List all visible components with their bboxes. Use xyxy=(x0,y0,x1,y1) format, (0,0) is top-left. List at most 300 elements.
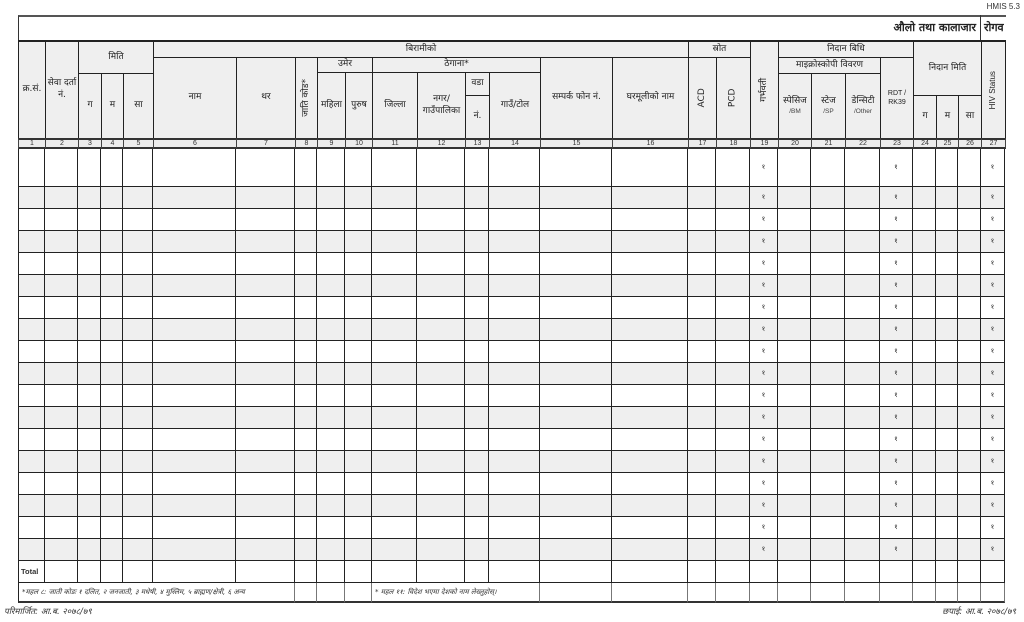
table-cell[interactable] xyxy=(845,451,880,473)
table-cell[interactable] xyxy=(778,407,811,429)
total-cell[interactable] xyxy=(778,561,811,583)
total-cell[interactable] xyxy=(236,561,295,583)
table-cell[interactable] xyxy=(489,209,540,231)
table-cell[interactable] xyxy=(45,275,78,297)
table-cell[interactable] xyxy=(958,341,981,363)
table-cell[interactable] xyxy=(101,385,123,407)
table-cell[interactable] xyxy=(612,451,688,473)
table-cell[interactable] xyxy=(913,363,936,385)
table-cell[interactable] xyxy=(489,275,540,297)
table-cell[interactable] xyxy=(417,209,465,231)
table-cell[interactable] xyxy=(317,385,345,407)
total-cell[interactable] xyxy=(489,561,540,583)
table-cell[interactable] xyxy=(716,297,750,319)
table-cell[interactable] xyxy=(540,385,612,407)
table-cell[interactable]: १ xyxy=(981,149,1005,187)
table-cell[interactable] xyxy=(612,209,688,231)
table-cell[interactable]: १ xyxy=(880,253,913,275)
table-cell[interactable] xyxy=(78,451,101,473)
table-cell[interactable]: १ xyxy=(750,319,778,341)
table-cell[interactable] xyxy=(465,275,489,297)
table-cell[interactable] xyxy=(18,149,45,187)
table-cell[interactable] xyxy=(18,385,45,407)
table-cell[interactable] xyxy=(153,275,236,297)
table-cell[interactable] xyxy=(845,231,880,253)
table-cell[interactable]: १ xyxy=(981,517,1005,539)
table-cell[interactable] xyxy=(958,539,981,561)
total-cell[interactable] xyxy=(417,561,465,583)
table-cell[interactable] xyxy=(153,319,236,341)
table-cell[interactable] xyxy=(417,385,465,407)
table-cell[interactable] xyxy=(913,319,936,341)
table-cell[interactable] xyxy=(345,231,372,253)
table-cell[interactable] xyxy=(295,495,317,517)
table-cell[interactable] xyxy=(372,149,417,187)
table-cell[interactable] xyxy=(913,341,936,363)
table-cell[interactable] xyxy=(372,495,417,517)
table-cell[interactable] xyxy=(936,253,958,275)
table-cell[interactable] xyxy=(295,363,317,385)
table-cell[interactable] xyxy=(417,495,465,517)
table-cell[interactable] xyxy=(78,341,101,363)
table-cell[interactable] xyxy=(372,231,417,253)
table-cell[interactable] xyxy=(236,319,295,341)
table-cell[interactable] xyxy=(18,319,45,341)
table-cell[interactable]: १ xyxy=(880,231,913,253)
table-cell[interactable] xyxy=(153,187,236,209)
table-cell[interactable] xyxy=(345,473,372,495)
table-cell[interactable] xyxy=(778,275,811,297)
table-cell[interactable]: १ xyxy=(750,253,778,275)
table-cell[interactable] xyxy=(123,517,153,539)
table-cell[interactable] xyxy=(489,363,540,385)
table-cell[interactable] xyxy=(345,363,372,385)
table-cell[interactable] xyxy=(317,253,345,275)
total-cell[interactable] xyxy=(540,561,612,583)
table-cell[interactable] xyxy=(811,451,845,473)
table-cell[interactable]: १ xyxy=(981,539,1005,561)
table-cell[interactable] xyxy=(958,451,981,473)
table-cell[interactable] xyxy=(236,451,295,473)
table-cell[interactable] xyxy=(123,341,153,363)
table-cell[interactable] xyxy=(845,187,880,209)
table-cell[interactable] xyxy=(295,275,317,297)
table-cell[interactable] xyxy=(778,429,811,451)
table-cell[interactable] xyxy=(936,275,958,297)
table-cell[interactable] xyxy=(372,451,417,473)
table-cell[interactable] xyxy=(936,149,958,187)
table-cell[interactable] xyxy=(958,253,981,275)
table-cell[interactable] xyxy=(465,253,489,275)
table-cell[interactable] xyxy=(778,209,811,231)
table-cell[interactable] xyxy=(317,539,345,561)
table-cell[interactable] xyxy=(688,297,716,319)
table-cell[interactable] xyxy=(688,429,716,451)
total-cell[interactable] xyxy=(372,561,417,583)
table-cell[interactable] xyxy=(612,149,688,187)
total-cell[interactable] xyxy=(716,561,750,583)
table-cell[interactable] xyxy=(417,451,465,473)
total-cell[interactable] xyxy=(45,561,78,583)
table-cell[interactable] xyxy=(417,275,465,297)
table-cell[interactable] xyxy=(345,275,372,297)
table-cell[interactable] xyxy=(716,495,750,517)
table-cell[interactable] xyxy=(236,231,295,253)
table-cell[interactable] xyxy=(845,539,880,561)
table-cell[interactable]: १ xyxy=(750,231,778,253)
table-cell[interactable]: १ xyxy=(981,253,1005,275)
table-cell[interactable] xyxy=(612,407,688,429)
table-cell[interactable] xyxy=(811,517,845,539)
table-cell[interactable] xyxy=(688,275,716,297)
table-cell[interactable] xyxy=(45,231,78,253)
table-cell[interactable] xyxy=(45,429,78,451)
table-cell[interactable]: १ xyxy=(880,363,913,385)
table-cell[interactable] xyxy=(417,517,465,539)
table-cell[interactable] xyxy=(417,407,465,429)
table-cell[interactable] xyxy=(45,363,78,385)
table-cell[interactable] xyxy=(489,473,540,495)
table-cell[interactable] xyxy=(811,495,845,517)
table-cell[interactable] xyxy=(913,149,936,187)
table-cell[interactable] xyxy=(101,231,123,253)
table-cell[interactable] xyxy=(688,209,716,231)
table-cell[interactable] xyxy=(778,341,811,363)
table-cell[interactable]: १ xyxy=(880,473,913,495)
table-cell[interactable] xyxy=(45,187,78,209)
table-cell[interactable] xyxy=(540,407,612,429)
table-cell[interactable] xyxy=(345,539,372,561)
table-cell[interactable]: १ xyxy=(981,187,1005,209)
table-cell[interactable] xyxy=(958,385,981,407)
table-cell[interactable] xyxy=(317,319,345,341)
table-cell[interactable] xyxy=(778,473,811,495)
table-cell[interactable]: १ xyxy=(750,407,778,429)
table-cell[interactable]: १ xyxy=(880,187,913,209)
table-cell[interactable] xyxy=(465,187,489,209)
table-cell[interactable] xyxy=(153,149,236,187)
total-cell[interactable] xyxy=(845,561,880,583)
table-cell[interactable] xyxy=(101,517,123,539)
table-cell[interactable] xyxy=(778,517,811,539)
table-cell[interactable] xyxy=(811,297,845,319)
table-cell[interactable] xyxy=(913,473,936,495)
total-cell[interactable] xyxy=(936,561,958,583)
table-cell[interactable] xyxy=(18,209,45,231)
table-cell[interactable] xyxy=(101,539,123,561)
table-cell[interactable]: १ xyxy=(880,495,913,517)
table-cell[interactable]: १ xyxy=(981,319,1005,341)
table-cell[interactable] xyxy=(811,407,845,429)
table-cell[interactable] xyxy=(123,209,153,231)
table-cell[interactable] xyxy=(811,187,845,209)
table-cell[interactable]: १ xyxy=(880,407,913,429)
table-cell[interactable] xyxy=(465,517,489,539)
table-cell[interactable] xyxy=(936,187,958,209)
table-cell[interactable] xyxy=(345,517,372,539)
table-cell[interactable]: १ xyxy=(981,473,1005,495)
table-cell[interactable] xyxy=(958,495,981,517)
table-cell[interactable] xyxy=(688,451,716,473)
table-cell[interactable] xyxy=(295,253,317,275)
table-cell[interactable] xyxy=(958,517,981,539)
table-cell[interactable] xyxy=(153,429,236,451)
table-cell[interactable] xyxy=(489,319,540,341)
table-cell[interactable] xyxy=(913,209,936,231)
table-cell[interactable] xyxy=(78,407,101,429)
table-cell[interactable] xyxy=(936,517,958,539)
table-cell[interactable] xyxy=(45,539,78,561)
table-cell[interactable] xyxy=(811,209,845,231)
table-cell[interactable] xyxy=(101,209,123,231)
table-cell[interactable] xyxy=(78,517,101,539)
table-cell[interactable] xyxy=(45,209,78,231)
table-cell[interactable] xyxy=(345,319,372,341)
table-cell[interactable] xyxy=(936,451,958,473)
table-cell[interactable] xyxy=(295,209,317,231)
total-cell[interactable] xyxy=(612,561,688,583)
table-cell[interactable] xyxy=(778,231,811,253)
table-cell[interactable] xyxy=(688,385,716,407)
table-cell[interactable] xyxy=(101,451,123,473)
table-cell[interactable]: १ xyxy=(750,209,778,231)
table-cell[interactable] xyxy=(295,297,317,319)
total-cell[interactable] xyxy=(913,561,936,583)
table-cell[interactable] xyxy=(778,385,811,407)
table-cell[interactable] xyxy=(123,385,153,407)
table-cell[interactable] xyxy=(295,341,317,363)
table-cell[interactable] xyxy=(372,209,417,231)
table-cell[interactable] xyxy=(236,341,295,363)
table-cell[interactable] xyxy=(540,231,612,253)
table-cell[interactable] xyxy=(936,341,958,363)
table-cell[interactable] xyxy=(688,539,716,561)
table-cell[interactable] xyxy=(417,297,465,319)
table-cell[interactable] xyxy=(489,231,540,253)
table-cell[interactable] xyxy=(417,187,465,209)
table-cell[interactable] xyxy=(345,495,372,517)
table-cell[interactable] xyxy=(236,275,295,297)
table-cell[interactable] xyxy=(295,385,317,407)
total-cell[interactable] xyxy=(295,561,317,583)
table-cell[interactable] xyxy=(123,275,153,297)
table-cell[interactable] xyxy=(778,451,811,473)
table-cell[interactable] xyxy=(45,149,78,187)
table-cell[interactable] xyxy=(465,209,489,231)
table-cell[interactable]: १ xyxy=(981,341,1005,363)
table-cell[interactable] xyxy=(811,429,845,451)
table-cell[interactable] xyxy=(716,363,750,385)
table-cell[interactable] xyxy=(345,429,372,451)
table-cell[interactable] xyxy=(540,275,612,297)
table-cell[interactable] xyxy=(123,429,153,451)
table-cell[interactable] xyxy=(958,363,981,385)
table-cell[interactable] xyxy=(612,473,688,495)
total-cell[interactable] xyxy=(981,561,1005,583)
table-cell[interactable] xyxy=(317,149,345,187)
table-cell[interactable] xyxy=(18,187,45,209)
total-cell[interactable] xyxy=(345,561,372,583)
table-cell[interactable] xyxy=(372,363,417,385)
table-cell[interactable] xyxy=(811,385,845,407)
table-cell[interactable]: १ xyxy=(750,363,778,385)
table-cell[interactable] xyxy=(936,429,958,451)
table-cell[interactable] xyxy=(372,275,417,297)
table-cell[interactable]: १ xyxy=(981,297,1005,319)
table-cell[interactable] xyxy=(612,297,688,319)
table-cell[interactable]: १ xyxy=(981,407,1005,429)
table-cell[interactable] xyxy=(958,473,981,495)
table-cell[interactable] xyxy=(236,253,295,275)
table-cell[interactable]: १ xyxy=(750,539,778,561)
table-cell[interactable] xyxy=(913,275,936,297)
table-cell[interactable] xyxy=(958,187,981,209)
table-cell[interactable] xyxy=(345,407,372,429)
table-cell[interactable] xyxy=(936,209,958,231)
table-cell[interactable] xyxy=(716,341,750,363)
table-cell[interactable] xyxy=(345,187,372,209)
table-cell[interactable] xyxy=(417,253,465,275)
table-cell[interactable] xyxy=(345,451,372,473)
table-cell[interactable] xyxy=(372,385,417,407)
table-cell[interactable] xyxy=(45,319,78,341)
table-cell[interactable] xyxy=(78,275,101,297)
table-cell[interactable] xyxy=(236,407,295,429)
table-cell[interactable] xyxy=(716,149,750,187)
table-cell[interactable] xyxy=(78,495,101,517)
table-cell[interactable] xyxy=(913,517,936,539)
table-cell[interactable] xyxy=(811,231,845,253)
table-cell[interactable] xyxy=(417,149,465,187)
table-cell[interactable] xyxy=(716,187,750,209)
table-cell[interactable] xyxy=(417,231,465,253)
table-cell[interactable] xyxy=(540,209,612,231)
table-cell[interactable]: १ xyxy=(880,341,913,363)
table-cell[interactable] xyxy=(845,297,880,319)
table-cell[interactable] xyxy=(688,253,716,275)
table-cell[interactable] xyxy=(811,363,845,385)
table-cell[interactable] xyxy=(153,473,236,495)
table-cell[interactable]: १ xyxy=(981,209,1005,231)
table-cell[interactable] xyxy=(465,363,489,385)
table-cell[interactable] xyxy=(153,253,236,275)
table-cell[interactable] xyxy=(417,319,465,341)
table-cell[interactable] xyxy=(45,341,78,363)
table-cell[interactable]: १ xyxy=(750,517,778,539)
table-cell[interactable] xyxy=(688,517,716,539)
table-cell[interactable] xyxy=(958,149,981,187)
table-cell[interactable] xyxy=(913,407,936,429)
table-cell[interactable] xyxy=(18,407,45,429)
table-cell[interactable] xyxy=(123,473,153,495)
table-cell[interactable] xyxy=(612,429,688,451)
table-cell[interactable]: १ xyxy=(981,385,1005,407)
table-cell[interactable] xyxy=(811,275,845,297)
table-cell[interactable]: १ xyxy=(880,297,913,319)
table-cell[interactable] xyxy=(295,429,317,451)
table-cell[interactable] xyxy=(153,297,236,319)
table-cell[interactable] xyxy=(811,539,845,561)
table-cell[interactable] xyxy=(101,319,123,341)
table-cell[interactable] xyxy=(716,539,750,561)
table-cell[interactable] xyxy=(123,149,153,187)
table-cell[interactable]: १ xyxy=(880,539,913,561)
table-cell[interactable] xyxy=(236,429,295,451)
table-cell[interactable] xyxy=(45,385,78,407)
table-cell[interactable] xyxy=(123,407,153,429)
table-cell[interactable] xyxy=(78,187,101,209)
table-cell[interactable] xyxy=(101,187,123,209)
table-cell[interactable] xyxy=(18,363,45,385)
table-cell[interactable] xyxy=(811,473,845,495)
table-cell[interactable] xyxy=(958,209,981,231)
table-cell[interactable] xyxy=(417,429,465,451)
table-cell[interactable] xyxy=(845,407,880,429)
table-cell[interactable] xyxy=(123,297,153,319)
table-cell[interactable] xyxy=(101,429,123,451)
table-cell[interactable] xyxy=(417,341,465,363)
table-cell[interactable] xyxy=(936,385,958,407)
table-cell[interactable] xyxy=(317,407,345,429)
table-cell[interactable] xyxy=(417,539,465,561)
table-cell[interactable] xyxy=(153,231,236,253)
table-cell[interactable] xyxy=(372,407,417,429)
table-cell[interactable] xyxy=(101,407,123,429)
table-cell[interactable] xyxy=(845,363,880,385)
total-cell[interactable] xyxy=(880,561,913,583)
table-cell[interactable] xyxy=(465,385,489,407)
table-cell[interactable] xyxy=(465,407,489,429)
table-cell[interactable] xyxy=(295,187,317,209)
table-cell[interactable] xyxy=(489,385,540,407)
table-cell[interactable] xyxy=(123,363,153,385)
table-cell[interactable] xyxy=(612,319,688,341)
table-cell[interactable] xyxy=(372,187,417,209)
table-cell[interactable] xyxy=(811,341,845,363)
table-cell[interactable]: १ xyxy=(880,275,913,297)
table-cell[interactable] xyxy=(716,451,750,473)
table-cell[interactable] xyxy=(236,363,295,385)
table-cell[interactable] xyxy=(78,231,101,253)
table-cell[interactable] xyxy=(345,209,372,231)
table-cell[interactable] xyxy=(845,209,880,231)
table-cell[interactable] xyxy=(612,341,688,363)
table-cell[interactable] xyxy=(612,539,688,561)
table-cell[interactable]: १ xyxy=(880,451,913,473)
table-cell[interactable] xyxy=(540,429,612,451)
table-cell[interactable] xyxy=(716,517,750,539)
table-cell[interactable] xyxy=(417,473,465,495)
table-cell[interactable] xyxy=(936,319,958,341)
table-cell[interactable] xyxy=(18,473,45,495)
table-cell[interactable] xyxy=(612,517,688,539)
table-cell[interactable] xyxy=(540,149,612,187)
table-cell[interactable] xyxy=(958,407,981,429)
table-cell[interactable] xyxy=(18,451,45,473)
table-cell[interactable] xyxy=(936,407,958,429)
table-cell[interactable] xyxy=(317,473,345,495)
table-cell[interactable] xyxy=(295,149,317,187)
table-cell[interactable] xyxy=(78,363,101,385)
total-cell[interactable] xyxy=(750,561,778,583)
table-cell[interactable] xyxy=(345,385,372,407)
table-cell[interactable] xyxy=(913,297,936,319)
table-cell[interactable]: १ xyxy=(750,149,778,187)
table-cell[interactable] xyxy=(18,539,45,561)
table-cell[interactable] xyxy=(936,231,958,253)
table-cell[interactable] xyxy=(372,539,417,561)
table-cell[interactable] xyxy=(345,149,372,187)
